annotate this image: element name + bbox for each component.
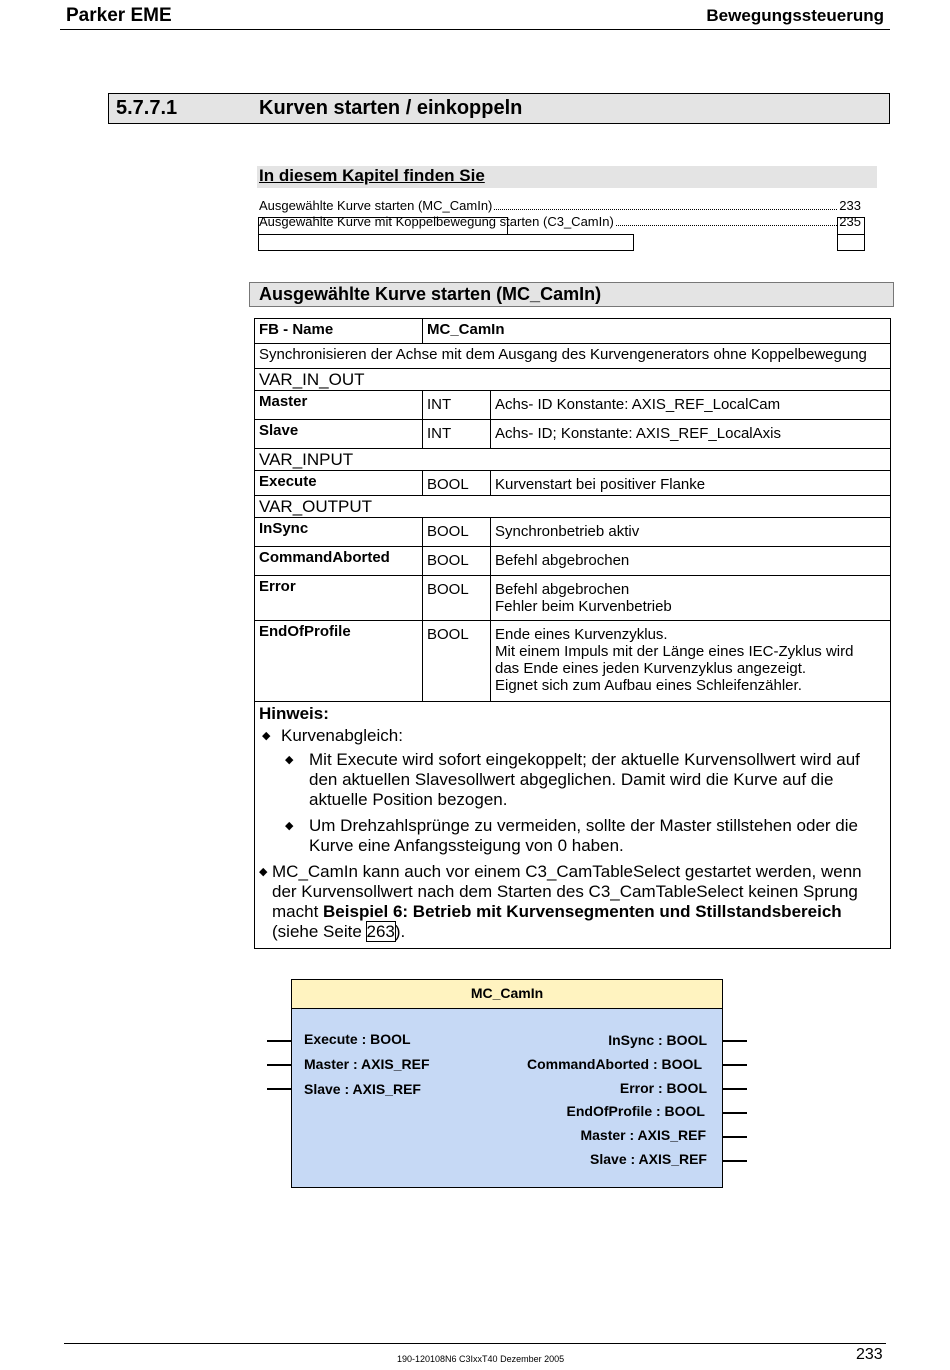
var-type: BOOL bbox=[423, 576, 491, 621]
input-pin-label: Execute : BOOL bbox=[304, 1031, 411, 1047]
var-name: Slave bbox=[255, 420, 423, 449]
var-type: BOOL bbox=[423, 471, 491, 496]
table-row bbox=[255, 471, 891, 496]
toc-link-box[interactable] bbox=[258, 234, 634, 251]
table-row bbox=[255, 621, 891, 702]
var-desc: Befehl abgebrochen bbox=[491, 547, 891, 576]
var-desc: Achs- ID Konstante: AXIS_REF_LocalCam bbox=[491, 391, 891, 420]
var-name: InSync bbox=[255, 518, 423, 547]
var-type: INT bbox=[423, 391, 491, 420]
table-row bbox=[255, 576, 891, 621]
note-item bbox=[259, 862, 886, 942]
output-pin-line bbox=[723, 1160, 747, 1162]
toc-leader bbox=[494, 209, 837, 210]
table-row bbox=[255, 391, 891, 420]
section-number: 5.7.7.1 bbox=[116, 97, 178, 119]
fb-title: Ausgewählte Kurve starten (MC_CamIn) bbox=[259, 284, 602, 304]
output-pin-label: CommandAborted : BOOL bbox=[527, 1056, 702, 1072]
var-desc-line: Befehl abgebrochen bbox=[495, 581, 630, 598]
note-item-text: MC_CamIn kann auch vor einem C3_CamTableSelect gestartet werden, wenn der Kurvensollwert nach dem Starten des C3_CamTableSelect keinen Sprung macht Beispiel 6: Betrieb mit Kurvensegmenten und Stillstandsbereich (siehe Seite 263). bbox=[272, 862, 862, 941]
toc-entry[interactable] bbox=[259, 197, 861, 213]
table-row bbox=[255, 319, 891, 344]
output-pin-label: Master : AXIS_REF bbox=[580, 1127, 706, 1143]
fb-spec-table bbox=[254, 318, 891, 949]
note-item-text: Kurvenabgleich: bbox=[281, 726, 403, 745]
note-heading: Hinweis: bbox=[259, 704, 329, 723]
table-row bbox=[255, 547, 891, 576]
var-in-out-header: VAR_IN_OUT bbox=[255, 369, 891, 391]
input-pin-label: Master : AXIS_REF bbox=[304, 1056, 430, 1072]
toc-page: 235 bbox=[839, 214, 861, 229]
var-type: BOOL bbox=[423, 621, 491, 702]
note-cell bbox=[255, 702, 891, 949]
input-pin-line bbox=[267, 1040, 291, 1042]
input-pin-label: Slave : AXIS_REF bbox=[304, 1081, 421, 1097]
footer-doc-id: 190-120108N6 C3IxxT40 Dezember 2005 bbox=[397, 1354, 565, 1364]
note-subitem-text: Um Drehzahlsprünge zu vermeiden, sollte der Master stillstehen oder die Kurve eine Anfangssteigung von 0 haben. bbox=[309, 816, 858, 855]
fb-diagram-header: MC_CamIn bbox=[291, 979, 723, 1009]
var-type: INT bbox=[423, 420, 491, 449]
footer-divider bbox=[64, 1343, 886, 1344]
table-row bbox=[255, 496, 891, 518]
toc-page-link-box[interactable] bbox=[837, 234, 865, 251]
var-name: Master bbox=[255, 391, 423, 420]
var-desc-line: Mit einem Impuls mit der Länge eines IEC-Zyklus wird bbox=[495, 643, 854, 660]
var-desc-line: Fehler beim Kurvenbetrieb bbox=[495, 598, 672, 615]
var-desc: Synchronbetrieb aktiv bbox=[491, 518, 891, 547]
table-row bbox=[255, 449, 891, 471]
table-row bbox=[255, 420, 891, 449]
output-pin-label: Slave : AXIS_REF bbox=[590, 1151, 707, 1167]
example-reference: Beispiel 6: Betrieb mit Kurvensegmenten und Stillstandsbereich bbox=[323, 902, 842, 921]
var-desc bbox=[491, 576, 891, 621]
input-pin-line bbox=[267, 1088, 291, 1090]
var-input-header: VAR_INPUT bbox=[255, 449, 891, 471]
var-desc: Achs- ID; Konstante: AXIS_REF_LocalAxis bbox=[491, 420, 891, 449]
toc-label: Ausgewählte Kurve starten (MC_CamIn) bbox=[259, 198, 493, 213]
section-title: Kurven starten / einkoppeln bbox=[259, 97, 523, 119]
header-section: Bewegungssteuerung bbox=[706, 6, 884, 25]
header-divider bbox=[60, 29, 890, 30]
table-row bbox=[255, 518, 891, 547]
output-pin-line bbox=[723, 1064, 747, 1066]
input-pin-line bbox=[267, 1064, 291, 1066]
output-pin-line bbox=[723, 1088, 747, 1090]
var-desc-line: Eignet sich zum Aufbau eines Schleifenzähler. bbox=[495, 677, 802, 694]
table-row bbox=[255, 702, 891, 949]
output-pin-label: InSync : BOOL bbox=[608, 1032, 707, 1048]
diamond-bullet-icon: ◆ bbox=[285, 820, 294, 832]
toc-leader bbox=[616, 225, 837, 226]
var-output-header: VAR_OUTPUT bbox=[255, 496, 891, 518]
note-item bbox=[259, 726, 886, 746]
output-pin-line bbox=[723, 1112, 747, 1114]
fb-name-value: MC_CamIn bbox=[423, 319, 891, 344]
var-name: EndOfProfile bbox=[255, 621, 423, 702]
var-desc: Kurvenstart bei positiver Flanke bbox=[491, 471, 891, 496]
var-name: Error bbox=[255, 576, 423, 621]
output-pin-label: EndOfProfile : BOOL bbox=[566, 1103, 705, 1119]
table-row bbox=[255, 344, 891, 369]
page-link[interactable]: 263 bbox=[366, 922, 395, 941]
company-name: Parker EME bbox=[66, 5, 172, 26]
fb-description: Synchronisieren der Achse mit dem Ausgang des Kurvengenerators ohne Koppelbewegung bbox=[255, 344, 891, 369]
toc-page: 233 bbox=[839, 198, 861, 213]
var-type: BOOL bbox=[423, 547, 491, 576]
note-subitem bbox=[259, 816, 886, 856]
chapter-heading: In diesem Kapitel finden Sie bbox=[259, 166, 485, 185]
diamond-bullet-icon: ◆ bbox=[262, 730, 271, 742]
toc-page-link-box[interactable] bbox=[837, 217, 865, 235]
var-type: BOOL bbox=[423, 518, 491, 547]
var-desc bbox=[491, 621, 891, 702]
output-pin-line bbox=[723, 1136, 747, 1138]
note-subitem-text: Mit Execute wird sofort eingekoppelt; der aktuelle Kurvensollwert wird auf den aktuellen Slavesollwert abgeglichen. Damit wird die Kurve auf die aktuelle Position bezogen. bbox=[309, 750, 860, 809]
fb-name-label: FB - Name bbox=[255, 319, 423, 344]
var-desc-line: Ende eines Kurvenzyklus. bbox=[495, 626, 668, 643]
note-subitem bbox=[259, 750, 886, 810]
toc-link-box[interactable] bbox=[258, 217, 508, 235]
output-pin-line bbox=[723, 1040, 747, 1042]
page-number: 233 bbox=[856, 1346, 883, 1363]
var-name: Execute bbox=[255, 471, 423, 496]
diamond-bullet-icon: ◆ bbox=[285, 754, 294, 766]
toc-label: Ausgewählte Kurve mit Koppelbewegung starten (C3_CamIn) bbox=[259, 214, 614, 229]
output-pin-label: Error : BOOL bbox=[619, 1080, 707, 1096]
diamond-bullet-icon: ◆ bbox=[259, 866, 268, 878]
var-desc-line: das Ende eines jeden Kurvenzyklus angezeigt. bbox=[495, 660, 807, 677]
var-name: CommandAborted bbox=[255, 547, 423, 576]
table-row bbox=[255, 369, 891, 391]
